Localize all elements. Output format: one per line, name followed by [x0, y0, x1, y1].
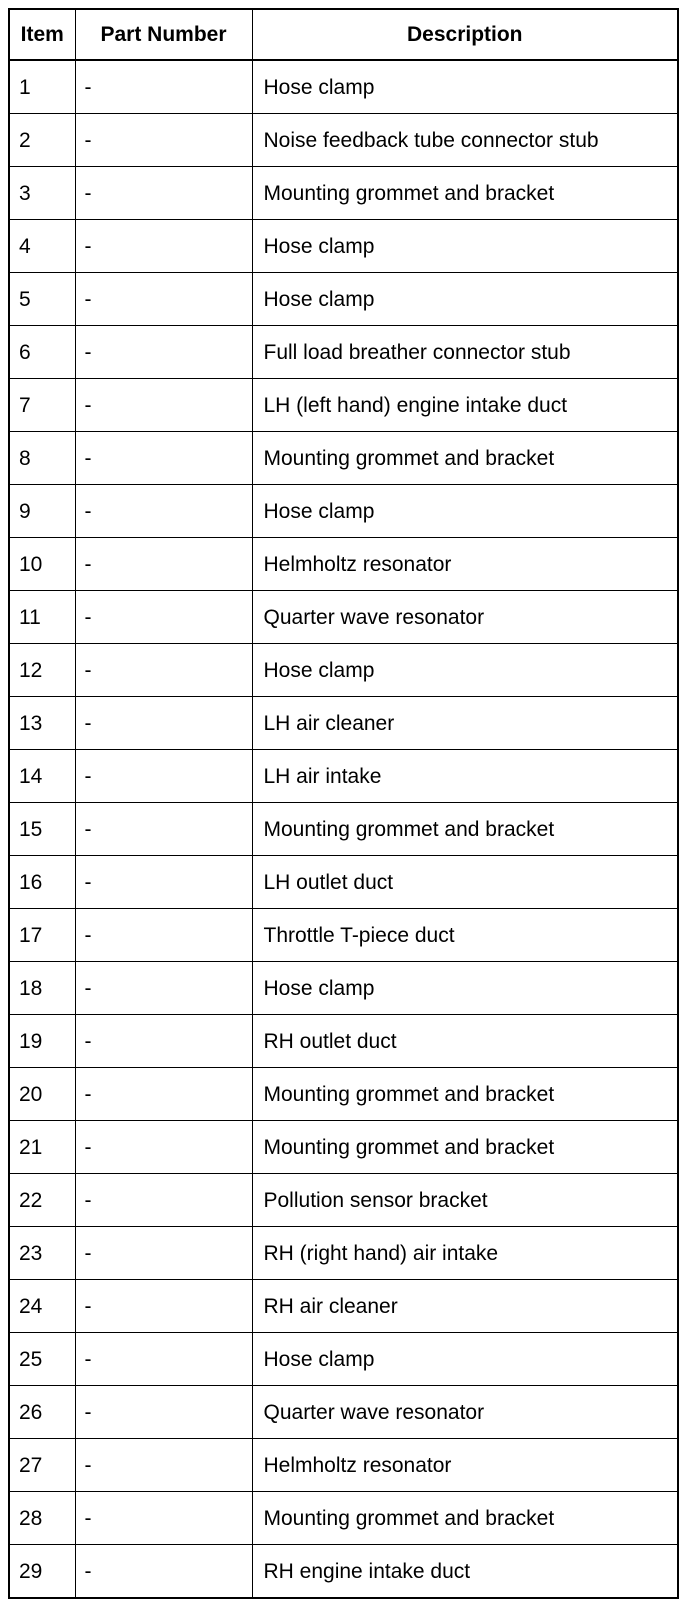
description-cell: RH (right hand) air intake [252, 1227, 678, 1280]
table-row [9, 1068, 678, 1121]
table-row [9, 1015, 678, 1068]
part-number-cell: - [75, 1174, 252, 1227]
table-row [9, 750, 678, 803]
description-cell: Hose clamp [252, 273, 678, 326]
table-row [9, 1280, 678, 1333]
table-row [9, 697, 678, 750]
description-cell: LH air cleaner [252, 697, 678, 750]
description-cell: Hose clamp [252, 644, 678, 697]
item-cell: 15 [9, 803, 75, 856]
part-number-cell: - [75, 1439, 252, 1492]
header-row [9, 9, 678, 60]
table-row [9, 220, 678, 273]
item-cell: 17 [9, 909, 75, 962]
description-cell: Throttle T-piece duct [252, 909, 678, 962]
part-number-cell: - [75, 803, 252, 856]
item-cell: 5 [9, 273, 75, 326]
column-header-description: Description [252, 9, 678, 60]
part-number-cell: - [75, 1333, 252, 1386]
description-cell: Pollution sensor bracket [252, 1174, 678, 1227]
item-cell: 25 [9, 1333, 75, 1386]
item-cell: 22 [9, 1174, 75, 1227]
part-number-cell: - [75, 1068, 252, 1121]
part-number-cell: - [75, 1545, 252, 1599]
table-row [9, 273, 678, 326]
table-body [9, 60, 678, 1598]
part-number-cell: - [75, 1121, 252, 1174]
part-number-cell: - [75, 697, 252, 750]
table-row [9, 591, 678, 644]
item-cell: 8 [9, 432, 75, 485]
part-number-cell: - [75, 114, 252, 167]
part-number-cell: - [75, 326, 252, 379]
part-number-cell: - [75, 856, 252, 909]
item-cell: 18 [9, 962, 75, 1015]
part-number-cell: - [75, 220, 252, 273]
table-row [9, 644, 678, 697]
table-row [9, 1227, 678, 1280]
table-row [9, 326, 678, 379]
table-header [9, 9, 678, 60]
description-cell: LH (left hand) engine intake duct [252, 379, 678, 432]
table-row [9, 1545, 678, 1599]
part-number-cell: - [75, 962, 252, 1015]
part-number-cell: - [75, 538, 252, 591]
part-number-cell: - [75, 1492, 252, 1545]
table-row [9, 485, 678, 538]
table-row [9, 538, 678, 591]
part-number-cell: - [75, 1280, 252, 1333]
item-cell: 21 [9, 1121, 75, 1174]
description-cell: Quarter wave resonator [252, 1386, 678, 1439]
table-row [9, 803, 678, 856]
table-row [9, 1121, 678, 1174]
part-number-cell: - [75, 273, 252, 326]
description-cell: RH outlet duct [252, 1015, 678, 1068]
description-cell: Mounting grommet and bracket [252, 1121, 678, 1174]
item-cell: 14 [9, 750, 75, 803]
item-cell: 2 [9, 114, 75, 167]
column-header-part-number: Part Number [75, 9, 252, 60]
description-cell: Hose clamp [252, 485, 678, 538]
description-cell: Quarter wave resonator [252, 591, 678, 644]
table-row [9, 432, 678, 485]
description-cell: Hose clamp [252, 1333, 678, 1386]
table-row [9, 909, 678, 962]
description-cell: RH air cleaner [252, 1280, 678, 1333]
table-row [9, 379, 678, 432]
item-cell: 10 [9, 538, 75, 591]
description-cell: Mounting grommet and bracket [252, 1068, 678, 1121]
description-cell: RH engine intake duct [252, 1545, 678, 1599]
item-cell: 20 [9, 1068, 75, 1121]
part-number-cell: - [75, 644, 252, 697]
parts-table [8, 8, 679, 1599]
description-cell: Mounting grommet and bracket [252, 803, 678, 856]
part-number-cell: - [75, 379, 252, 432]
item-cell: 9 [9, 485, 75, 538]
item-cell: 28 [9, 1492, 75, 1545]
part-number-cell: - [75, 432, 252, 485]
description-cell: Mounting grommet and bracket [252, 432, 678, 485]
description-cell: Hose clamp [252, 962, 678, 1015]
table-row [9, 1386, 678, 1439]
table-row [9, 856, 678, 909]
item-cell: 23 [9, 1227, 75, 1280]
table-row [9, 1333, 678, 1386]
item-cell: 12 [9, 644, 75, 697]
description-cell: LH outlet duct [252, 856, 678, 909]
table-row [9, 1492, 678, 1545]
item-cell: 4 [9, 220, 75, 273]
item-cell: 26 [9, 1386, 75, 1439]
description-cell: Hose clamp [252, 220, 678, 273]
item-cell: 6 [9, 326, 75, 379]
item-cell: 29 [9, 1545, 75, 1599]
description-cell: Helmholtz resonator [252, 1439, 678, 1492]
table-row [9, 167, 678, 220]
table-row [9, 1174, 678, 1227]
item-cell: 13 [9, 697, 75, 750]
description-cell: Hose clamp [252, 60, 678, 114]
part-number-cell: - [75, 1227, 252, 1280]
description-cell: Mounting grommet and bracket [252, 1492, 678, 1545]
table-row [9, 1439, 678, 1492]
item-cell: 16 [9, 856, 75, 909]
item-cell: 24 [9, 1280, 75, 1333]
column-header-item: Item [9, 9, 75, 60]
description-cell: Helmholtz resonator [252, 538, 678, 591]
table-row [9, 962, 678, 1015]
part-number-cell: - [75, 485, 252, 538]
item-cell: 7 [9, 379, 75, 432]
item-cell: 27 [9, 1439, 75, 1492]
description-cell: LH air intake [252, 750, 678, 803]
part-number-cell: - [75, 591, 252, 644]
item-cell: 1 [9, 60, 75, 114]
table-row [9, 60, 678, 114]
part-number-cell: - [75, 60, 252, 114]
item-cell: 3 [9, 167, 75, 220]
description-cell: Noise feedback tube connector stub [252, 114, 678, 167]
part-number-cell: - [75, 167, 252, 220]
part-number-cell: - [75, 909, 252, 962]
part-number-cell: - [75, 750, 252, 803]
part-number-cell: - [75, 1386, 252, 1439]
description-cell: Mounting grommet and bracket [252, 167, 678, 220]
part-number-cell: - [75, 1015, 252, 1068]
table-row [9, 114, 678, 167]
item-cell: 19 [9, 1015, 75, 1068]
item-cell: 11 [9, 591, 75, 644]
description-cell: Full load breather connector stub [252, 326, 678, 379]
